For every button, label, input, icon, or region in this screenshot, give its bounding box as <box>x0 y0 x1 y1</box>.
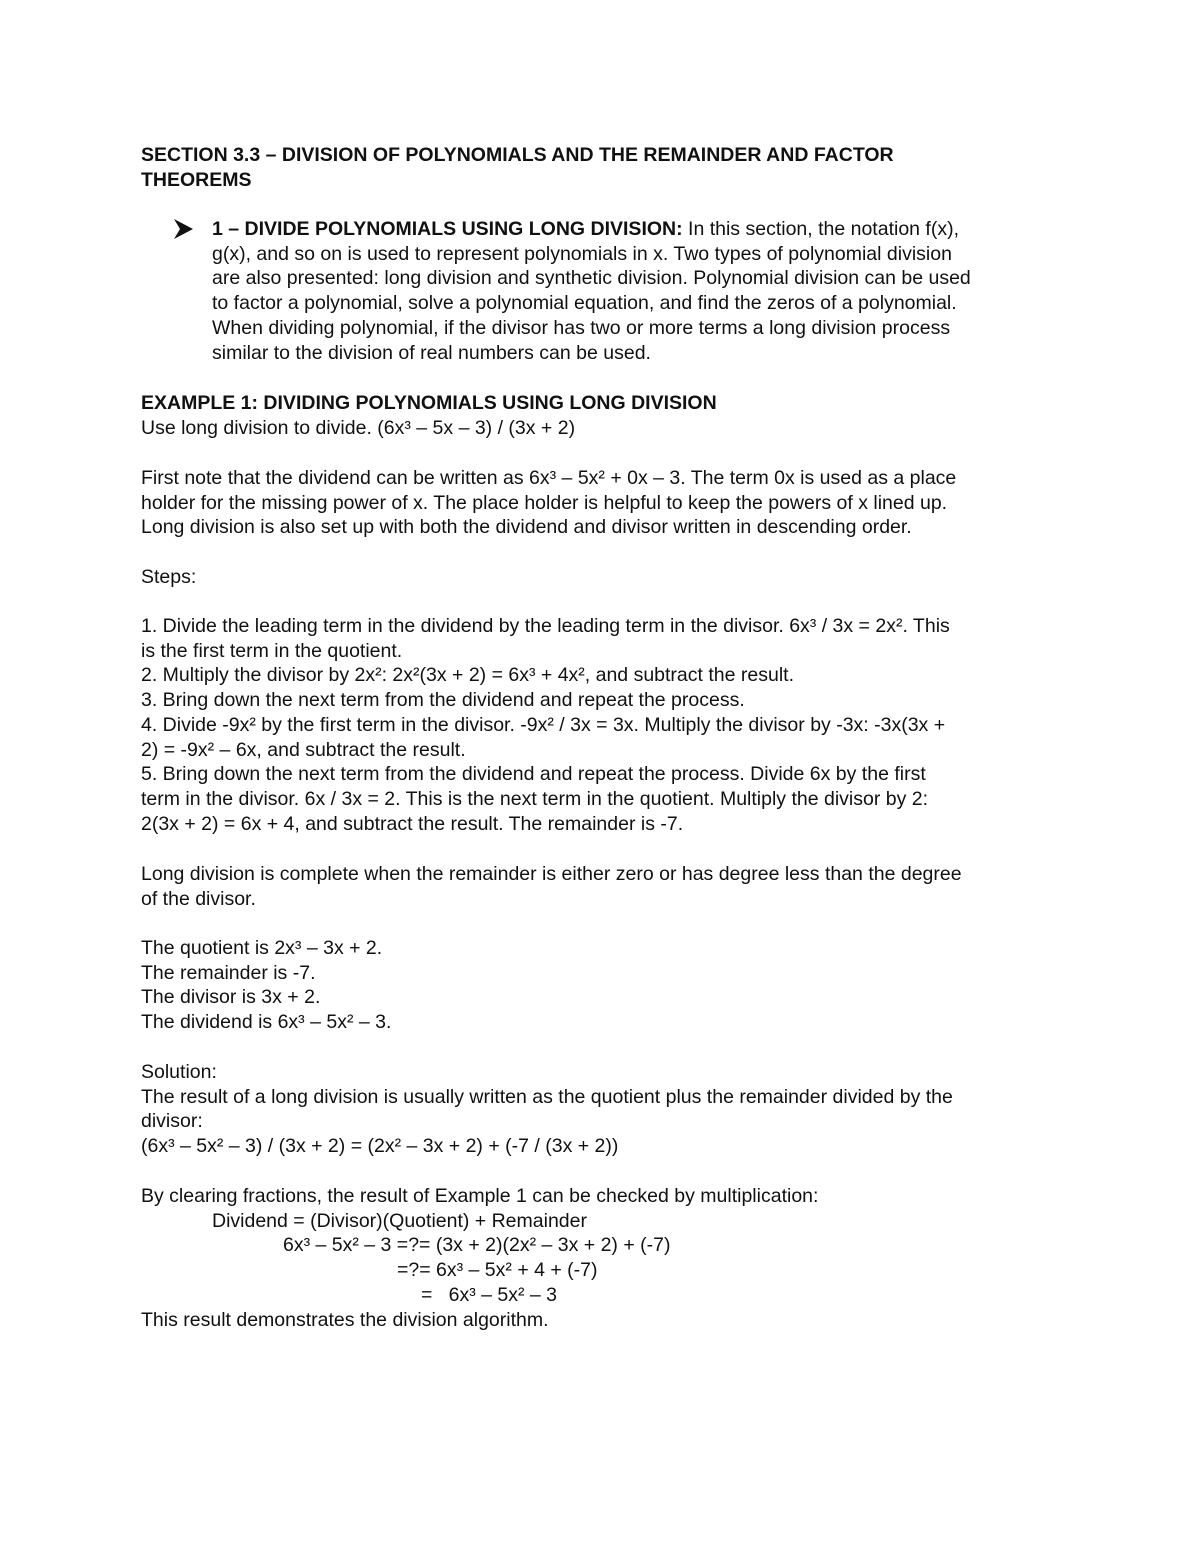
summary-list <box>141 936 1061 1035</box>
example-block <box>141 391 1061 440</box>
check-equation-4: = 6x³ – 5x² – 3 <box>421 1283 558 1306</box>
bullet-paragraph <box>212 217 1072 365</box>
note-line: First note that the dividend can be written as 6x³ – 5x² + 0x – 3. The term 0x is used as a place <box>141 467 957 489</box>
arrowhead-bullet-icon <box>172 216 196 242</box>
quotient-line: The quotient is 2x³ – 3x + 2. <box>141 937 383 959</box>
check-conclusion: This result demonstrates the division algorithm. <box>141 1308 549 1331</box>
dividend-line: The dividend is 6x³ – 5x² – 3. <box>141 1011 392 1034</box>
step-line: 2(3x + 2) = 6x + 4, and subtract the result. The remainder is -7. <box>141 812 684 835</box>
step-line: 4. Divide -9x² by the first term in the divisor. -9x² / 3x = 3x. Multiply the divisor by -3x: -3x(3x + <box>141 713 946 736</box>
bullet-heading: 1 – DIVIDE POLYNOMIALS USING LONG DIVISION: <box>212 218 683 240</box>
step-line: term in the divisor. 6x / 3x = 2. This is the next term in the quotient. Multiply the divisor by 2: <box>141 787 929 810</box>
check-equation-3: =?= 6x³ – 5x² + 4 + (-7) <box>397 1259 598 1282</box>
check-equation-1: Dividend = (Divisor)(Quotient) + Remainder <box>212 1209 587 1232</box>
bullet-line-4: to factor a polynomial, solve a polynomial equation, and find the zeros of a polynomial. <box>212 292 957 315</box>
complete-line: Long division is complete when the remainder is either zero or has degree less than the degree <box>141 863 962 885</box>
bullet-line-2: g(x), and so on is used to represent polynomials in x. Two types of polynomial division <box>212 242 952 265</box>
step-line: is the first term in the quotient. <box>141 639 403 662</box>
bullet-line-5: When dividing polynomial, if the divisor has two or more terms a long division process <box>212 316 951 339</box>
section-title <box>141 143 1061 192</box>
solution-block <box>141 1060 1061 1159</box>
steps-label: Steps: <box>141 566 197 588</box>
example-instruction: Use long division to divide. (6x³ – 5x – 3) / (3x + 2) <box>141 416 576 439</box>
step-line: 1. Divide the leading term in the dividend by the leading term in the divisor. 6x³ / 3x = 2x². This <box>141 615 950 637</box>
section-title-line-2: THEOREMS <box>141 168 252 191</box>
complete-line: of the divisor. <box>141 887 256 910</box>
steps-list <box>141 614 1061 836</box>
note-line: Long division is also set up with both the dividend and divisor written in descending order. <box>141 516 912 539</box>
bullet-text: In this section, the notation f(x), <box>688 218 960 240</box>
check-equation-2: 6x³ – 5x² – 3 =?= (3x + 2)(2x² – 3x + 2) + (-7) <box>283 1234 671 1257</box>
check-block <box>141 1184 1061 1332</box>
step-line: 3. Bring down the next term from the dividend and repeat the process. <box>141 689 745 712</box>
divisor-line: The divisor is 3x + 2. <box>141 986 321 1009</box>
remainder-line: The remainder is -7. <box>141 961 316 984</box>
step-line: 2) = -9x² – 6x, and subtract the result. <box>141 738 466 761</box>
step-line: 2. Multiply the divisor by 2x²: 2x²(3x + 2) = 6x³ + 4x², and subtract the result. <box>141 664 794 687</box>
bullet-line-1 <box>212 217 1072 242</box>
bullet-line-6: similar to the division of real numbers can be used. <box>212 341 651 364</box>
bullet-line-3: are also presented: long division and synthetic division. Polynomial division can be used <box>212 267 971 290</box>
section-title-line-1: SECTION 3.3 – DIVISION OF POLYNOMIALS AND THE REMAINDER AND FACTOR <box>141 144 894 166</box>
solution-line: The result of a long division is usually written as the quotient plus the remainder divided by the <box>141 1085 953 1108</box>
check-intro: By clearing fractions, the result of Example 1 can be checked by multiplication: <box>141 1185 819 1207</box>
solution-label: Solution: <box>141 1061 217 1083</box>
solution-equation: (6x³ – 5x² – 3) / (3x + 2) = (2x² – 3x + 2) + (-7 / (3x + 2)) <box>141 1135 619 1158</box>
example-heading: EXAMPLE 1: DIVIDING POLYNOMIALS USING LONG DIVISION <box>141 392 717 414</box>
solution-line: divisor: <box>141 1110 203 1133</box>
note-line: holder for the missing power of x. The place holder is helpful to keep the powers of x lined up. <box>141 491 948 514</box>
note-paragraph <box>141 466 1061 540</box>
step-line: 5. Bring down the next term from the dividend and repeat the process. Divide 6x by the first <box>141 763 926 786</box>
complete-paragraph <box>141 862 1061 911</box>
